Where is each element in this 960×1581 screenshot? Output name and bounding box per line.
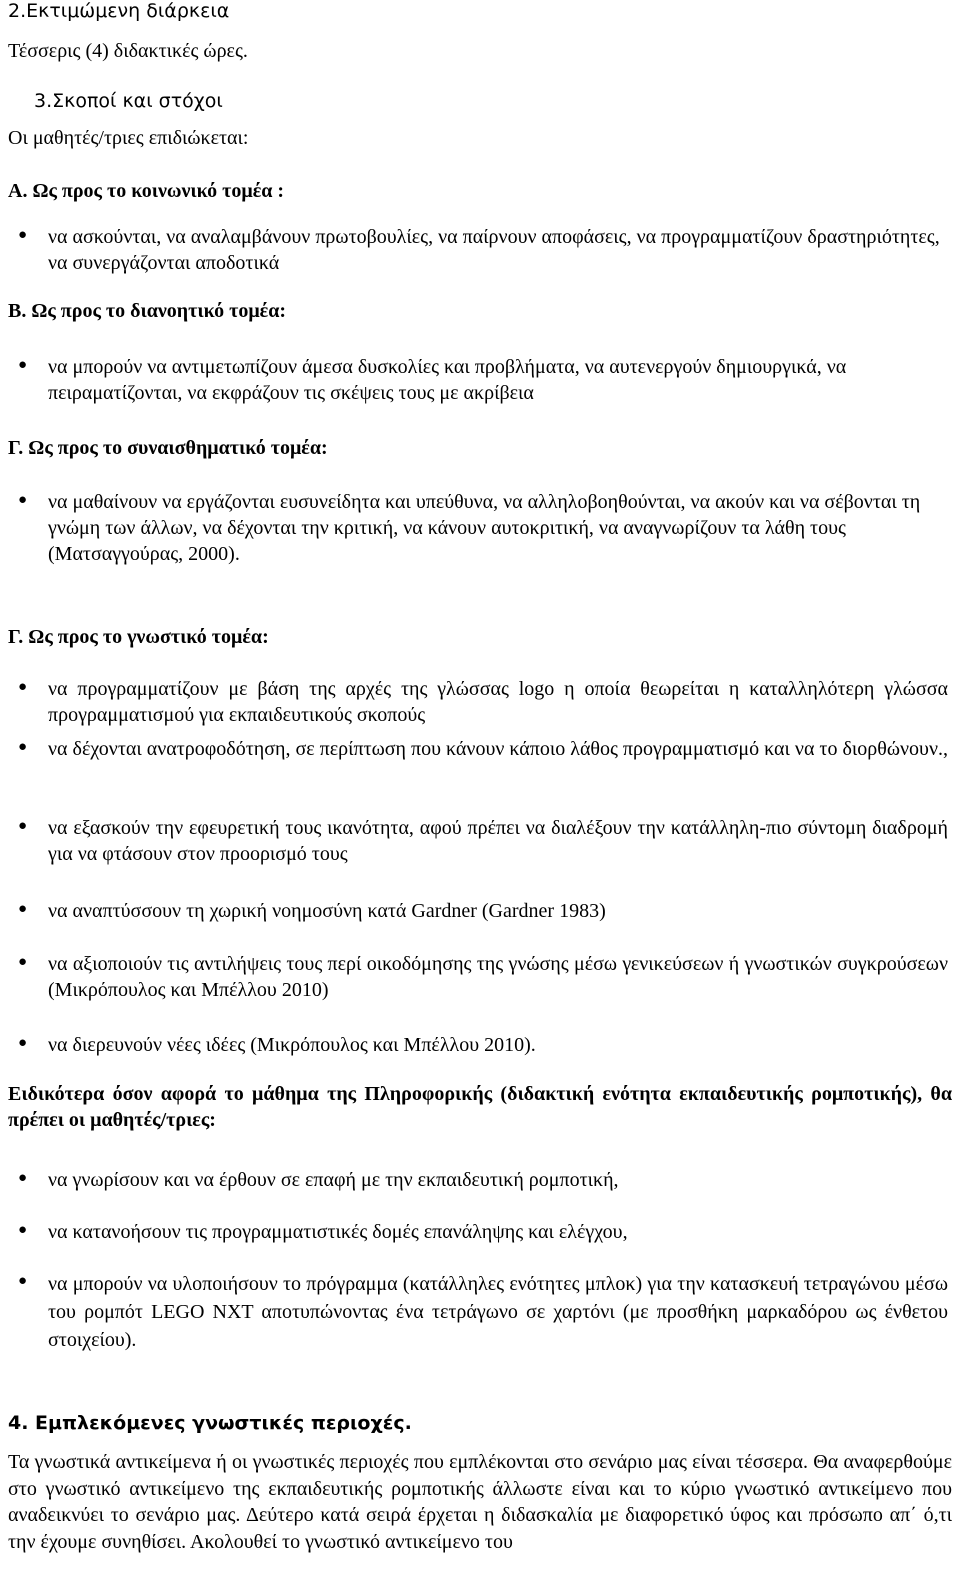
heading-emotional: Γ. Ως προς το συναισθηματικό τομέα: xyxy=(8,437,328,459)
list-item: να αξιοποιούν τις αντιλήψεις τους περί οικοδόμησης της γνώσης μέσω γενικεύσεων ή γνωστικών συγκρούσεων (Μικρόπουλος και Μπέλλου 2010) xyxy=(48,953,948,1001)
section-3-intro: Οι μαθητές/τριες επιδιώκεται: xyxy=(8,127,249,149)
bullet-icon: ● xyxy=(18,227,28,243)
bullet-icon: ● xyxy=(18,1273,28,1289)
section-2-heading: 2.Εκτιμώμενη διάρκεια xyxy=(8,0,230,22)
bullet-icon: ● xyxy=(18,492,28,508)
bullet-icon: ● xyxy=(18,679,28,695)
list-item: να αναπτύσσουν τη χωρική νοημοσύνη κατά Gardner (Gardner 1983) xyxy=(48,900,606,922)
bullet-icon: ● xyxy=(18,901,28,917)
list-item: να μπορούν να υλοποιήσουν το πρόγραμμα (κατάλληλες ενότητες μπλοκ) για την κατασκευή τετραγώνου μέσω του ρομπότ LEGO NXT αποτυπώνοντας ένα τετράγωνο σε χαρτόνι (με προσθήκη μαρκαδόρου ως ένθετου στοιχείου). xyxy=(48,1273,948,1351)
bullet-icon: ● xyxy=(18,818,28,834)
list-item: να μαθαίνουν να εργάζονται ευσυνείδητα και υπεύθυνα, να αλληλοβοηθούνται, να ακούν και να σέβονται τη γνώμη των άλλων, να δέχονται την κριτική, να κάνουν αυτοκριτική, να αναγνωρίζουν τα λάθη τους (Ματσαγγούρας, 2000). xyxy=(48,491,921,565)
bullet-icon: ● xyxy=(18,1035,28,1051)
heading-cognitive-intellectual: Β. Ως προς το διανοητικό τομέα: xyxy=(8,300,287,322)
list-item: να ασκούνται, να αναλαμβάνουν πρωτοβουλίες, να παίρνουν αποφάσεις, να προγραμματίζουν δραστηριότητες, να συνεργάζονται αποδοτικά xyxy=(48,226,940,274)
list-item: να προγραμματίζουν με βάση της αρχές της γλώσσας logo η οποία θεωρείται η καταλληλότερη γλώσσα προγραμματισμού για εκπαιδευτικούς σκοπούς xyxy=(48,678,948,726)
heading-knowledge: Γ. Ως προς το γνωστικό τομέα: xyxy=(8,626,269,648)
bullet-icon: ● xyxy=(18,357,28,373)
heading-informatics: Ειδικότερα όσον αφορά το μάθημα της Πληροφορικής (διδακτική ενότητα εκπαιδευτικής ρομποτικής), θα πρέπει οι μαθητές/τριες: xyxy=(8,1083,952,1131)
list-item: να γνωρίσουν και να έρθουν σε επαφή με την εκπαιδευτική ρομποτική, xyxy=(48,1169,619,1191)
list-item: να κατανοήσουν τις προγραμματιστικές δομές επανάληψης και ελέγχου, xyxy=(48,1221,628,1243)
list-item: να δέχονται ανατροφοδότηση, σε περίπτωση που κάνουν κάποιο λάθος προγραμματισμό και να το διορθώνουν., xyxy=(48,738,948,760)
section-2-text: Τέσσερις (4) διδακτικές ώρες. xyxy=(8,40,248,62)
section-3-heading: 3.Σκοποί και στόχοι xyxy=(34,90,223,112)
list-item: να εξασκούν την εφευρετική τους ικανότητα, αφού πρέπει να διαλέξουν την κατάλληλη-πιο σύντομη διαδρομή για να φτάσουν στον προορισμό τους xyxy=(48,817,948,865)
list-item: να διερευνούν νέες ιδέες (Μικρόπουλος και Μπέλλου 2010). xyxy=(48,1034,536,1056)
bullet-icon: ● xyxy=(18,1222,28,1238)
list-item: να μπορούν να αντιμετωπίζουν άμεσα δυσκολίες και προβλήματα, να αυτενεργούν δημιουργικά, να πειραματίζονται, να εκφράζουν τις σκέψεις τους με ακρίβεια xyxy=(48,356,847,404)
bullet-icon: ● xyxy=(18,739,28,755)
section-4-heading: 4. Εμπλεκόμενες γνωστικές περιοχές. xyxy=(8,1412,412,1434)
heading-social: Α. Ως προς το κοινωνικό τομέα : xyxy=(8,180,285,202)
section-4-text: Τα γνωστικά αντικείμενα ή οι γνωστικές περιοχές που εμπλέκονται στο σενάριο μας είναι τέσσερα. Θα αναφερθούμε στο γνωστικό αντικείμενο της εκπαιδευτικής ρομποτικής άλλωστε είναι και το κύριο γνωστικό αντικείμενο που αναδεικνύει το σενάριο μας. Δεύτερο κατά σειρά έρχεται η διδασκαλία με διαφορετικό ύφος και πρόσωπο απ΄ ό,τι την έχουμε συνηθίσει. Ακολουθεί το γνωστικό αντικείμενο του xyxy=(8,1451,952,1553)
bullet-icon: ● xyxy=(18,1170,28,1186)
bullet-icon: ● xyxy=(18,954,28,970)
